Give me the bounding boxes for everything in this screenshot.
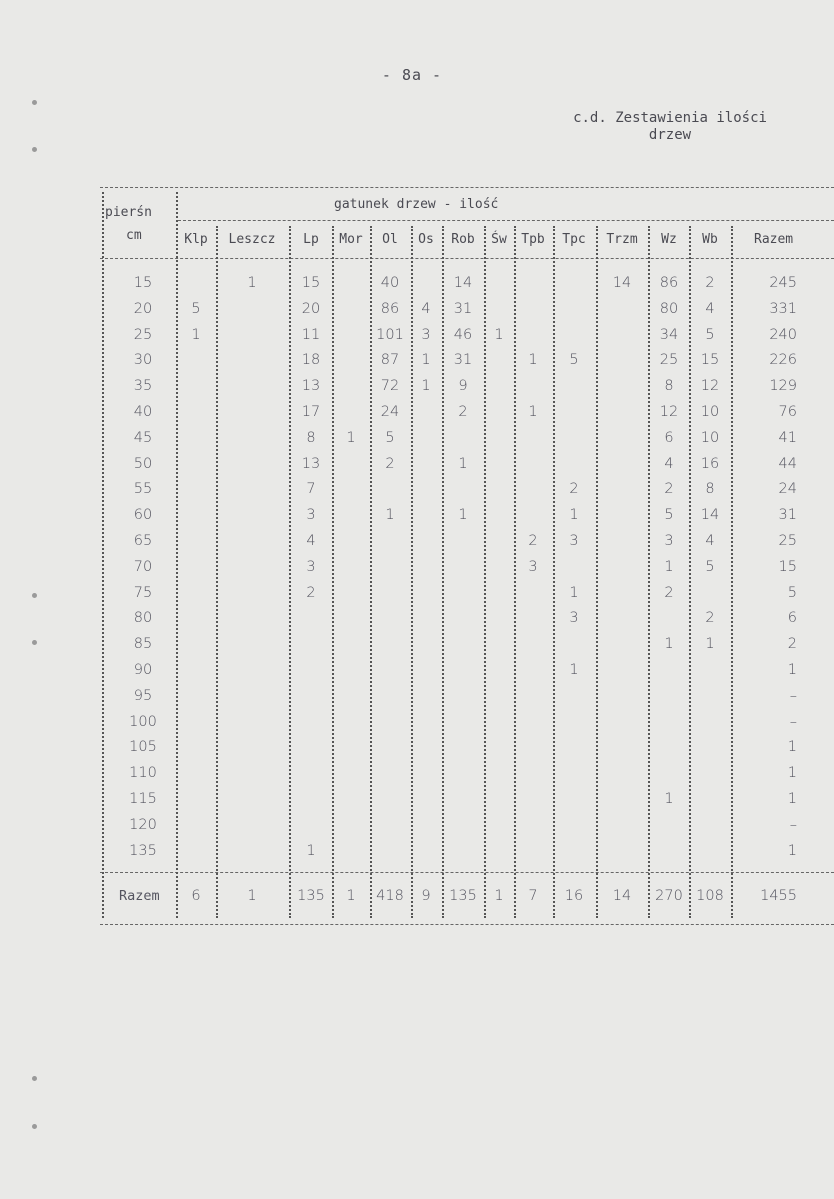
count-cell-tpb: 1 <box>528 404 538 420</box>
diameter-cell: 55 <box>133 481 153 498</box>
row-total-cell: 226 <box>769 352 797 369</box>
total-cell-klp: 6 <box>191 888 201 904</box>
column-header-species: Św <box>491 232 507 247</box>
count-cell-wb: 5 <box>705 326 715 343</box>
diameter-cell: 95 <box>133 687 153 704</box>
total-cell-tpc: 16 <box>564 888 584 904</box>
count-cell-lp: 2 <box>306 584 316 601</box>
row-total-cell: 41 <box>778 429 797 446</box>
column-separator <box>332 226 334 918</box>
count-cell-lp: 3 <box>306 558 316 575</box>
row-total-cell: – <box>789 687 797 704</box>
count-cell-tpb: 2 <box>528 533 538 549</box>
count-cell-klp: 1 <box>191 326 201 343</box>
column-separator <box>102 192 104 918</box>
count-cell-wz: 1 <box>664 558 674 575</box>
diameter-cell: 35 <box>133 378 153 395</box>
count-cell-wz: 6 <box>664 429 674 446</box>
count-cell-wz: 8 <box>664 378 674 395</box>
diameter-cell: 15 <box>133 275 153 291</box>
row-total-cell: 44 <box>778 455 797 472</box>
count-cell-lp: 8 <box>306 429 316 446</box>
count-cell-os: 4 <box>421 300 431 317</box>
count-cell-wb: 12 <box>700 378 720 395</box>
row-total-cell: – <box>789 816 797 833</box>
count-cell-ol: 1 <box>385 507 395 524</box>
row-total-cell: 2 <box>787 636 797 653</box>
count-cell-lp: 3 <box>306 507 316 524</box>
diameter-cell: 20 <box>133 300 153 317</box>
count-cell-wb: 14 <box>700 507 720 524</box>
row-total-cell: 129 <box>769 378 797 395</box>
row-total-cell: 1 <box>787 662 797 678</box>
count-cell-wz: 4 <box>664 455 674 472</box>
column-separator <box>689 226 691 918</box>
column-header-species: Ol <box>382 232 398 247</box>
count-cell-rob: 46 <box>453 326 473 343</box>
column-separator <box>553 226 555 918</box>
row-total-cell: 331 <box>769 300 797 317</box>
punch-hole-mark <box>32 593 37 598</box>
group-header: gatunek drzew - ilość <box>334 197 499 212</box>
row-total-cell: 1 <box>787 739 797 756</box>
column-header-species: Trzm <box>606 232 638 247</box>
column-separator <box>514 226 516 918</box>
count-cell-wb: 2 <box>705 275 715 291</box>
column-separator <box>596 226 598 918</box>
count-cell-lp: 17 <box>301 404 321 420</box>
total-cell-trzm: 14 <box>612 888 632 904</box>
count-cell-tpc: 1 <box>569 662 579 678</box>
row-total-cell: – <box>789 713 797 730</box>
count-cell-ol: 86 <box>380 300 400 317</box>
count-cell-os: 1 <box>421 352 431 369</box>
total-cell-lp: 135 <box>297 888 325 904</box>
count-cell-wz: 3 <box>664 533 674 549</box>
column-separator <box>411 226 413 918</box>
row-total-cell: 1 <box>787 791 797 807</box>
count-cell-rob: 1 <box>458 507 468 524</box>
count-cell-wb: 10 <box>700 429 720 446</box>
count-cell-wb: 8 <box>705 481 715 498</box>
count-cell-lp: 20 <box>301 300 321 317</box>
count-cell-ol: 2 <box>385 455 395 472</box>
row-total-cell: 25 <box>778 533 797 549</box>
diameter-cell: 80 <box>133 610 153 627</box>
count-cell-wz: 2 <box>664 481 674 498</box>
punch-hole-mark <box>32 1076 37 1081</box>
count-cell-tpc: 1 <box>569 584 579 601</box>
count-cell-wz: 25 <box>659 352 679 369</box>
total-row-label: Razem <box>119 888 160 904</box>
count-cell-wz: 80 <box>659 300 679 317</box>
diameter-cell: 120 <box>129 816 157 833</box>
row-total-cell: 1 <box>787 842 797 859</box>
row-total-cell: 240 <box>769 326 797 343</box>
count-cell-tpc: 3 <box>569 533 579 549</box>
row-total-cell: 1 <box>787 765 797 782</box>
count-cell-lp: 4 <box>306 533 316 549</box>
column-separator <box>289 226 291 918</box>
column-separator <box>648 226 650 918</box>
count-cell-wz: 12 <box>659 404 679 420</box>
count-cell-wz: 34 <box>659 326 679 343</box>
table-rule <box>100 924 834 925</box>
count-cell-wz: 1 <box>664 636 674 653</box>
row-total-cell: 15 <box>778 558 797 575</box>
count-cell-wb: 15 <box>700 352 720 369</box>
count-cell-rob: 1 <box>458 455 468 472</box>
row-total-cell: 245 <box>769 275 797 291</box>
count-cell-wb: 16 <box>700 455 720 472</box>
count-cell-wb: 4 <box>705 533 715 549</box>
column-separator <box>731 226 733 918</box>
diameter-cell: 100 <box>129 713 157 730</box>
count-cell-os: 1 <box>421 378 431 395</box>
column-header-total: Razem <box>754 232 794 247</box>
column-header-species: Wz <box>661 232 677 247</box>
diameter-cell: 40 <box>133 404 153 420</box>
count-cell-leszcz: 1 <box>247 275 257 291</box>
column-header-species: Tpb <box>521 232 545 247</box>
diameter-cell: 85 <box>133 636 153 653</box>
punch-hole-mark <box>32 640 37 645</box>
total-cell-wb: 108 <box>696 888 724 904</box>
count-cell-wz: 86 <box>659 275 679 291</box>
total-cell-rob: 135 <box>449 888 477 904</box>
count-cell-wz: 1 <box>664 791 674 807</box>
count-cell-lp: 15 <box>301 275 321 291</box>
count-cell-wb: 10 <box>700 404 720 420</box>
row-total-cell: 31 <box>778 507 797 524</box>
count-cell-rob: 31 <box>453 300 473 317</box>
count-cell-mor: 1 <box>346 429 356 446</box>
column-separator <box>370 226 372 918</box>
count-cell-ol: 87 <box>380 352 400 369</box>
count-cell-tpc: 1 <box>569 507 579 524</box>
count-cell-lp: 1 <box>306 842 316 859</box>
table-rule <box>100 187 834 188</box>
column-separator <box>176 192 178 918</box>
grand-total-cell: 1455 <box>760 888 797 904</box>
count-cell-wz: 2 <box>664 584 674 601</box>
heading-line-1: c.d. Zestawienia ilości <box>573 110 767 126</box>
count-cell-klp: 5 <box>191 300 201 317</box>
table-rule <box>100 258 834 259</box>
count-cell-trzm: 14 <box>612 275 632 291</box>
count-cell-tpb: 3 <box>528 558 538 575</box>
count-cell-lp: 13 <box>301 455 321 472</box>
column-header-species: Rob <box>451 232 475 247</box>
page-number: - 8a - <box>381 66 443 84</box>
table-rule <box>100 872 834 873</box>
count-cell-tpc: 5 <box>569 352 579 369</box>
count-cell-rob: 31 <box>453 352 473 369</box>
table-rule <box>178 220 834 221</box>
diameter-cell: 50 <box>133 455 153 472</box>
total-cell-ol: 418 <box>376 888 404 904</box>
count-cell-os: 3 <box>421 326 431 343</box>
diameter-cell: 65 <box>133 533 153 549</box>
punch-hole-mark <box>32 147 37 152</box>
diameter-cell: 135 <box>129 842 157 859</box>
column-header-species: Klp <box>184 232 208 247</box>
total-cell-sw: 1 <box>494 888 504 904</box>
count-cell-rob: 2 <box>458 404 468 420</box>
column-separator <box>442 226 444 918</box>
column-header-species: Tpc <box>562 232 586 247</box>
count-cell-ol: 5 <box>385 429 395 446</box>
diameter-cell: 75 <box>133 584 153 601</box>
diameter-cell: 105 <box>129 739 157 756</box>
count-cell-wz: 5 <box>664 507 674 524</box>
count-cell-lp: 13 <box>301 378 321 395</box>
total-cell-tpb: 7 <box>528 888 538 904</box>
heading-line-2: drzew <box>648 127 692 143</box>
diameter-cell: 25 <box>133 326 153 343</box>
count-cell-lp: 7 <box>306 481 316 498</box>
diameter-cell: 90 <box>133 662 153 678</box>
column-separator <box>216 226 218 918</box>
total-cell-leszcz: 1 <box>247 888 257 904</box>
count-cell-ol: 72 <box>380 378 400 395</box>
count-cell-ol: 40 <box>380 275 400 291</box>
column-header-species: Lp <box>303 232 319 247</box>
count-cell-tpc: 2 <box>569 481 579 498</box>
count-cell-rob: 14 <box>453 275 473 291</box>
count-cell-lp: 11 <box>301 326 321 343</box>
count-cell-ol: 24 <box>380 404 400 420</box>
column-header-species: Leszcz <box>228 232 276 247</box>
count-cell-wb: 2 <box>705 610 715 627</box>
row-total-cell: 5 <box>787 584 797 601</box>
column-header-species: Os <box>418 232 434 247</box>
column-header-species: Wb <box>702 232 718 247</box>
column-separator <box>484 226 486 918</box>
row-total-cell: 6 <box>787 610 797 627</box>
count-cell-rob: 9 <box>458 378 468 395</box>
total-cell-wz: 270 <box>655 888 683 904</box>
count-cell-wb: 1 <box>705 636 715 653</box>
count-cell-wb: 4 <box>705 300 715 317</box>
diameter-cell: 30 <box>133 352 153 369</box>
total-cell-os: 9 <box>421 888 431 904</box>
count-cell-sw: 1 <box>494 326 504 343</box>
diameter-cell: 70 <box>133 558 153 575</box>
column-header-species: Mor <box>339 232 363 247</box>
diameter-cell: 110 <box>129 765 157 782</box>
column-header-diameter: pierśn <box>105 205 152 220</box>
total-cell-mor: 1 <box>346 888 356 904</box>
punch-hole-mark <box>32 1124 37 1129</box>
count-cell-tpb: 1 <box>528 352 538 369</box>
column-header-unit: cm <box>126 228 142 243</box>
count-cell-lp: 18 <box>301 352 321 369</box>
count-cell-wb: 5 <box>705 558 715 575</box>
diameter-cell: 115 <box>129 791 157 807</box>
count-cell-ol: 101 <box>376 326 404 343</box>
punch-hole-mark <box>32 100 37 105</box>
diameter-cell: 60 <box>133 507 153 524</box>
count-cell-tpc: 3 <box>569 610 579 627</box>
row-total-cell: 24 <box>778 481 797 498</box>
diameter-cell: 45 <box>133 429 153 446</box>
row-total-cell: 76 <box>778 404 797 420</box>
heading <box>540 110 800 144</box>
